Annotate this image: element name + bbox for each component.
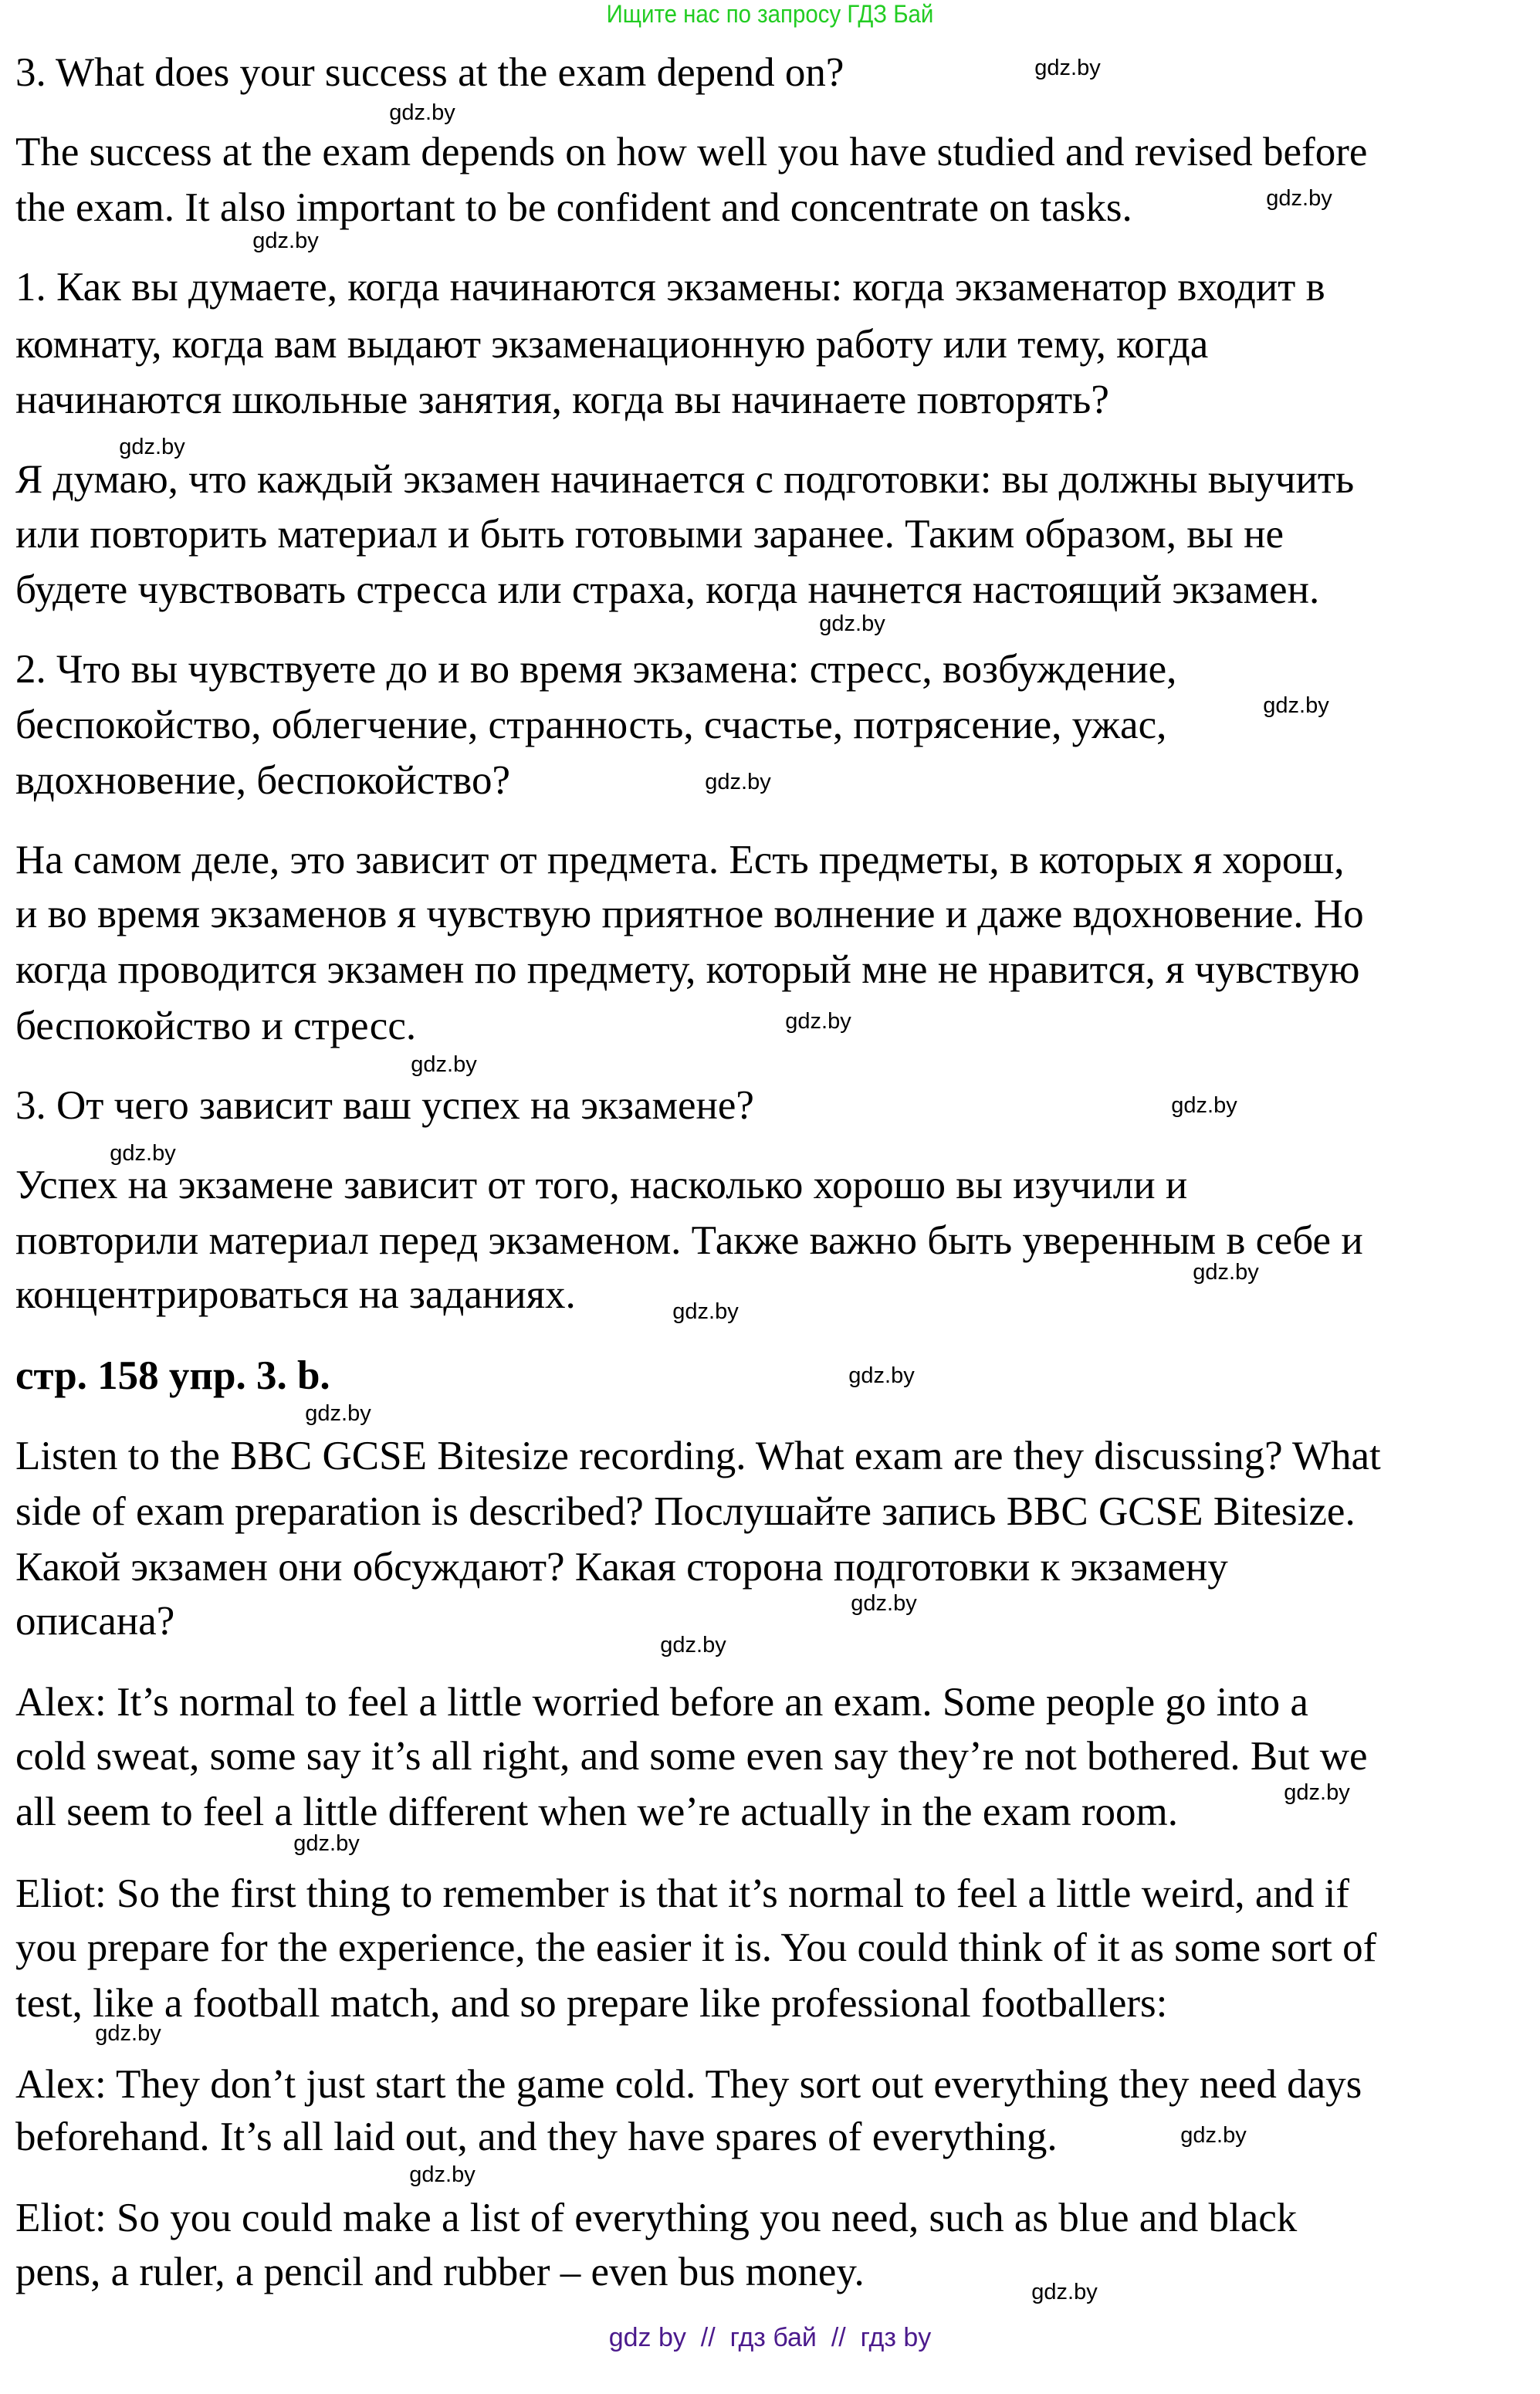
task-line: side of exam preparation is described? Послушайте запись BBC GCSE Bitesize. xyxy=(15,1489,1356,1534)
answer-2-ru-line: На самом деле, это зависит от предмета. Есть предметы, в которых я хорош, xyxy=(15,838,1345,882)
exercise-heading: стр. 158 упр. 3. b. xyxy=(15,1353,330,1398)
dialogue-alex-line: beforehand. It’s all laid out, and they have spares of everything. xyxy=(15,2115,1058,2159)
dialogue-alex-line: Alex: They don’t just start the game cold. They sort out everything they need days xyxy=(15,2062,1362,2107)
watermark: gdz.by xyxy=(389,100,455,125)
watermark: gdz.by xyxy=(1263,693,1329,718)
question-1-ru-line: 1. Как вы думаете, когда начинаются экзамены: когда экзаменатор входит в xyxy=(15,265,1325,310)
dialogue-alex-line: all seem to feel a little different when we’re actually in the exam room. xyxy=(15,1790,1178,1834)
watermark: gdz.by xyxy=(293,1831,360,1856)
question-1-ru-line: комнату, когда вам выдают экзаменационную работу или тему, когда xyxy=(15,322,1209,367)
watermark: gdz.by xyxy=(1266,186,1332,211)
question-3-en-line: 3. What does your success at the exam depend on? xyxy=(15,50,844,95)
dialogue-alex-line: Alex: It’s normal to feel a little worried before an exam. Some people go into a xyxy=(15,1680,1308,1725)
watermark: gdz.by xyxy=(848,1363,915,1388)
question-3-ru-line: 3. От чего зависит ваш успех на экзамене? xyxy=(15,1083,754,1128)
answer-1-ru-line: или повторить материал и быть готовыми заранее. Таким образом, вы не xyxy=(15,512,1284,557)
watermark: gdz.by xyxy=(110,1141,176,1166)
question-1-ru-line: начинаются школьные занятия, когда вы начинаете повторять? xyxy=(15,378,1109,422)
answer-3-en-line: the exam. It also important to be confident and concentrate on tasks. xyxy=(15,185,1132,230)
watermark: gdz.by xyxy=(851,1591,917,1616)
watermark: gdz.by xyxy=(1031,2280,1098,2304)
watermark: gdz.by xyxy=(95,2021,161,2046)
search-banner: Ищите нас по запросу ГДЗ Бай xyxy=(606,0,934,28)
answer-1-ru-line: будете чувствовать стресса или страха, когда начнется настоящий экзамен. xyxy=(15,567,1320,612)
task-line: Какой экзамен они обсуждают? Какая сторона подготовки к экзамену xyxy=(15,1545,1228,1590)
watermark: gdz.by xyxy=(1180,2123,1247,2148)
dialogue-eliot-line: test, like a football match, and so prepare like professional footballers: xyxy=(15,1981,1168,2026)
dialogue-eliot-line: pens, a ruler, a pencil and rubber – even bus money. xyxy=(15,2250,865,2294)
watermark: gdz.by xyxy=(409,2162,476,2187)
dialogue-eliot-line: you prepare for the experience, the easier it is. You could think of it as some sort of xyxy=(15,1925,1377,1970)
watermark: gdz.by xyxy=(672,1299,739,1324)
question-2-ru-line: вдохновение, беспокойство? xyxy=(15,758,510,803)
watermark: gdz.by xyxy=(252,229,319,253)
task-line: Listen to the BBC GCSE Bitesize recording. What exam are they discussing? What xyxy=(15,1434,1381,1478)
question-2-ru-line: 2. Что вы чувствуете до и во время экзамена: стресс, возбуждение, xyxy=(15,647,1177,692)
answer-3-ru-line: концентрироваться на заданиях. xyxy=(15,1272,576,1317)
watermark: gdz.by xyxy=(1284,1780,1350,1805)
watermark: gdz.by xyxy=(305,1401,371,1426)
answer-1-ru-line: Я думаю, что каждый экзамен начинается с подготовки: вы должны выучить xyxy=(15,457,1355,502)
answer-3-ru-line: повторили материал перед экзаменом. Также важно быть уверенным в себе и xyxy=(15,1218,1363,1263)
watermark: gdz.by xyxy=(1171,1093,1237,1118)
watermark: gdz.by xyxy=(119,435,185,459)
watermark: gdz.by xyxy=(785,1009,851,1034)
watermark: gdz.by xyxy=(660,1633,726,1658)
watermark: gdz.by xyxy=(819,611,885,636)
dialogue-eliot-line: Eliot: So you could make a list of everything you need, such as blue and black xyxy=(15,2196,1298,2240)
answer-2-ru-line: беспокойство и стресс. xyxy=(15,1004,417,1048)
dialogue-eliot-line: Eliot: So the first thing to remember is that it’s normal to feel a little weird, and if xyxy=(15,1871,1350,1916)
task-line: описана? xyxy=(15,1599,175,1644)
footer-site-links[interactable]: gdz by // гдз бай // гдз by xyxy=(608,2323,932,2352)
watermark: gdz.by xyxy=(705,770,771,794)
answer-3-en-line: The success at the exam depends on how well you have studied and revised before xyxy=(15,130,1368,174)
dialogue-alex-line: cold sweat, some say it’s all right, and some even say they’re not bothered. But we xyxy=(15,1734,1368,1779)
answer-3-ru-line: Успех на экзамене зависит от того, насколько хорошо вы изучили и xyxy=(15,1163,1188,1207)
answer-2-ru-line: и во время экзаменов я чувствую приятное волнение и даже вдохновение. Но xyxy=(15,892,1364,936)
answer-2-ru-line: когда проводится экзамен по предмету, который мне не нравится, я чувствую xyxy=(15,947,1360,992)
watermark: gdz.by xyxy=(1034,56,1101,80)
question-2-ru-line: беспокойство, облегчение, странность, счастье, потрясение, ужас, xyxy=(15,703,1167,747)
watermark: gdz.by xyxy=(1193,1260,1259,1285)
watermark: gdz.by xyxy=(411,1052,477,1077)
